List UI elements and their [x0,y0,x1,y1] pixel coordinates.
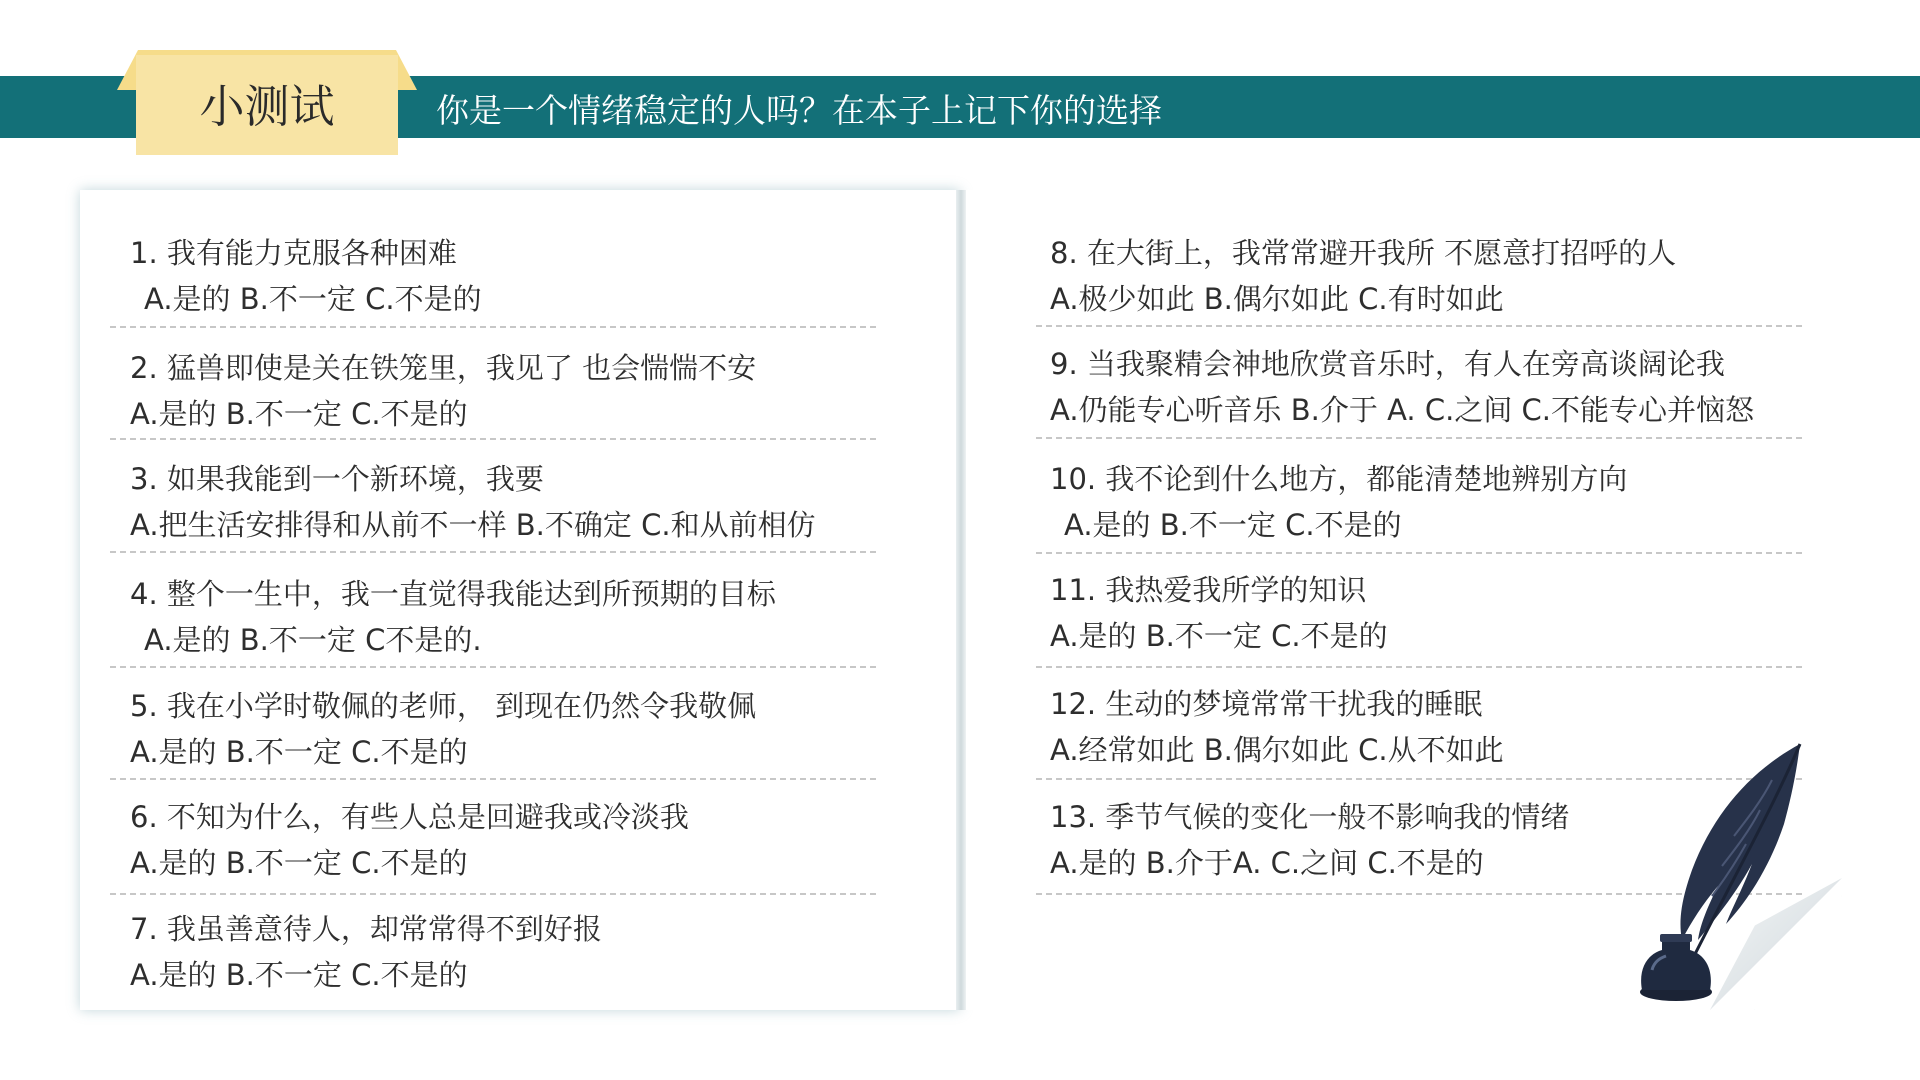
question-7 [130,906,900,998]
question-4 [130,571,900,663]
question-9 [1050,341,1820,433]
divider [1036,437,1802,439]
question-1 [130,230,900,322]
divider [1036,552,1802,554]
divider [110,666,876,668]
question-12-options: A.经常如此 B.偶尔如此 C.从不如此 [1050,733,1504,767]
question-5 [130,683,900,775]
book-spine [956,190,966,1010]
question-8-text: 8. 在大街上，我常常避开我所 不愿意打招呼的人 [1050,236,1677,270]
divider [110,326,876,328]
question-2-text: 2. 猛兽即使是关在铁笼里，我见了 也会惴惴不安 [130,351,757,385]
question-3-text: 3. 如果我能到一个新环境，我要 [130,462,544,496]
divider [110,893,876,895]
question-10 [1050,456,1820,548]
question-11 [1050,567,1820,659]
question-8 [1050,230,1820,322]
question-13-options: A.是的 B.介于A. C.之间 C.不是的 [1050,846,1484,880]
question-6-options: A.是的 B.不一定 C.不是的 [130,846,468,880]
question-4-options: A.是的 B.不一定 C不是的. [144,623,482,657]
question-8-options: A.极少如此 B.偶尔如此 C.有时如此 [1050,282,1504,316]
question-6 [130,794,900,886]
question-2-options: A.是的 B.不一定 C.不是的 [130,397,468,431]
question-10-options: A.是的 B.不一定 C.不是的 [1064,508,1402,542]
divider [110,438,876,440]
question-1-options: A.是的 B.不一定 C.不是的 [144,282,482,316]
divider [110,551,876,553]
quill-inkwell-icon [1622,740,1822,1004]
question-12-text: 12. 生动的梦境常常干扰我的睡眠 [1050,687,1483,721]
feather-icon [1680,744,1800,968]
question-3-options: A.把生活安排得和从前不一样 B.不确定 C.和从前相仿 [130,508,816,542]
question-5-text: 5. 我在小学时敬佩的老师， 到现在仍然令我敬佩 [130,689,757,723]
question-13-text: 13. 季节气候的变化一般不影响我的情绪 [1050,800,1570,834]
question-6-text: 6. 不知为什么，有些人总是回避我或冷淡我 [130,800,689,834]
question-2 [130,345,900,437]
question-7-text: 7. 我虽善意待人，却常常得不到好报 [130,912,602,946]
question-7-options: A.是的 B.不一定 C.不是的 [130,958,468,992]
slide-subtitle: 你是一个情绪稳定的人吗？在本子上记下你的选择 [436,91,1162,130]
question-5-options: A.是的 B.不一定 C.不是的 [130,735,468,769]
divider [1036,325,1802,327]
question-11-text: 11. 我热爱我所学的知识 [1050,573,1367,607]
question-4-text: 4. 整个一生中，我一直觉得我能达到所预期的目标 [130,577,776,611]
question-10-text: 10. 我不论到什么地方，都能清楚地辨别方向 [1050,462,1628,496]
divider [1036,666,1802,668]
question-1-text: 1. 我有能力克服各种困难 [130,236,457,270]
question-9-options: A.仍能专心听音乐 B.介于 A. C.之间 C.不能专心并恼怒 [1050,393,1755,427]
section-label: 小测试 [199,80,335,133]
question-3 [130,456,900,548]
question-9-text: 9. 当我聚精会神地欣赏音乐时，有人在旁高谈阔论我 [1050,347,1725,381]
divider [110,778,876,780]
question-11-options: A.是的 B.不一定 C.不是的 [1050,619,1388,653]
